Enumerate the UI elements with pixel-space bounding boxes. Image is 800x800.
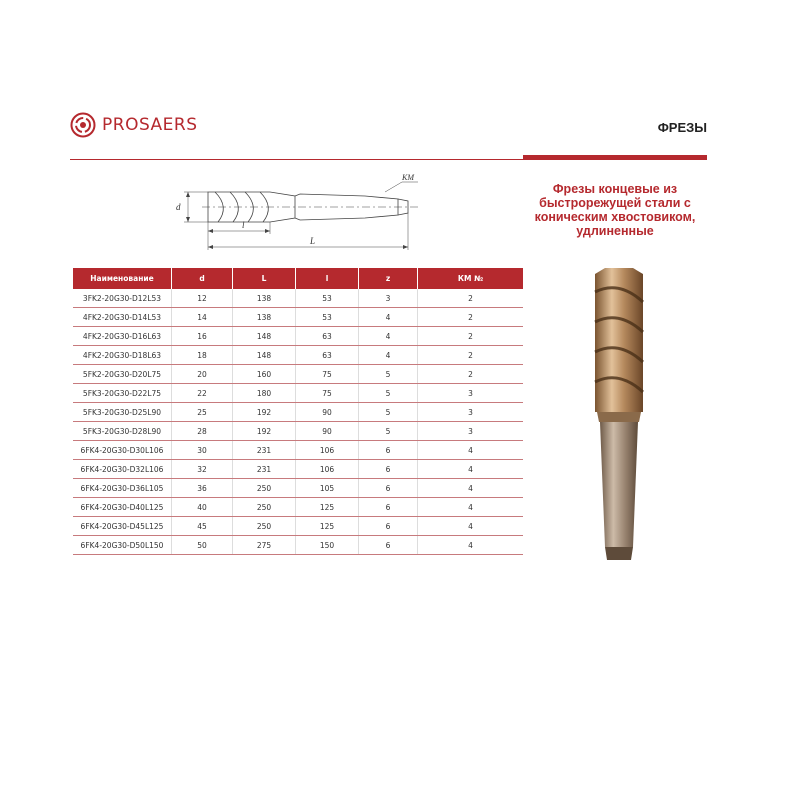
cell-km: 2: [418, 365, 524, 384]
cell-l: 105: [296, 479, 359, 498]
cell-z: 6: [359, 517, 418, 536]
column-header-d: d: [172, 268, 233, 289]
cell-km: 2: [418, 289, 524, 308]
cell-d: 36: [172, 479, 233, 498]
cell-d: 22: [172, 384, 233, 403]
cell-l: 63: [296, 346, 359, 365]
cell-km: 3: [418, 403, 524, 422]
cell-name: 5FK3-20G30-D25L90: [73, 403, 172, 422]
cell-d: 25: [172, 403, 233, 422]
drawing-label-d: d: [176, 202, 181, 212]
column-header-l: l: [296, 268, 359, 289]
cell-d: 45: [172, 517, 233, 536]
cell-km: 3: [418, 384, 524, 403]
column-header-L: L: [233, 268, 296, 289]
cell-km: 4: [418, 536, 524, 555]
cell-L: 275: [233, 536, 296, 555]
cell-z: 4: [359, 346, 418, 365]
table-row: [73, 479, 523, 498]
brand-logo-icon: [70, 112, 96, 138]
drawing-label-L: L: [310, 236, 316, 246]
table-row: [73, 441, 523, 460]
cell-l: 75: [296, 365, 359, 384]
cell-km: 2: [418, 308, 524, 327]
section-title: ФРЕЗЫ: [657, 120, 707, 135]
table-row: [73, 308, 523, 327]
cell-L: 250: [233, 498, 296, 517]
cell-d: 12: [172, 289, 233, 308]
cell-name: 4FK2-20G30-D18L63: [73, 346, 172, 365]
cell-z: 6: [359, 460, 418, 479]
cell-km: 4: [418, 441, 524, 460]
table-row: [73, 536, 523, 555]
table-row: [73, 384, 523, 403]
cell-l: 125: [296, 498, 359, 517]
column-header-z: z: [359, 268, 418, 289]
cell-z: 5: [359, 365, 418, 384]
cell-z: 6: [359, 498, 418, 517]
cell-name: 6FK4-20G30-D50L150: [73, 536, 172, 555]
cell-L: 138: [233, 289, 296, 308]
cell-z: 5: [359, 422, 418, 441]
cell-z: 5: [359, 403, 418, 422]
table-header-row: [73, 268, 523, 289]
table-row: [73, 346, 523, 365]
cell-d: 30: [172, 441, 233, 460]
header-divider: [70, 159, 707, 160]
cell-d: 18: [172, 346, 233, 365]
header-accent-bar: [523, 155, 707, 159]
cell-L: 160: [233, 365, 296, 384]
product-description: Фрезы концевые из быстрорежущей стали с коническим хвостовиком, удлиненные: [534, 182, 696, 238]
cell-d: 16: [172, 327, 233, 346]
cell-name: 6FK4-20G30-D36L105: [73, 479, 172, 498]
cell-L: 148: [233, 346, 296, 365]
cell-name: 4FK2-20G30-D14L53: [73, 308, 172, 327]
cell-z: 5: [359, 384, 418, 403]
brand-logo: [70, 112, 198, 138]
table-row: [73, 460, 523, 479]
cell-d: 14: [172, 308, 233, 327]
cell-z: 6: [359, 536, 418, 555]
cell-L: 250: [233, 517, 296, 536]
cell-name: 6FK4-20G30-D45L125: [73, 517, 172, 536]
cell-z: 6: [359, 441, 418, 460]
cell-L: 148: [233, 327, 296, 346]
cell-L: 138: [233, 308, 296, 327]
cell-L: 231: [233, 441, 296, 460]
cell-km: 2: [418, 346, 524, 365]
cell-km: 2: [418, 327, 524, 346]
cell-name: 6FK4-20G30-D40L125: [73, 498, 172, 517]
column-header-name: Наименование: [73, 268, 172, 289]
cell-L: 180: [233, 384, 296, 403]
cell-l: 63: [296, 327, 359, 346]
table-row: [73, 289, 523, 308]
cell-km: 3: [418, 422, 524, 441]
cell-l: 75: [296, 384, 359, 403]
table-row: [73, 327, 523, 346]
cell-l: 53: [296, 289, 359, 308]
cell-l: 125: [296, 517, 359, 536]
cell-l: 106: [296, 460, 359, 479]
cell-name: 6FK4-20G30-D30L106: [73, 441, 172, 460]
cell-d: 28: [172, 422, 233, 441]
table-row: [73, 498, 523, 517]
cell-L: 192: [233, 403, 296, 422]
table-row: [73, 403, 523, 422]
cell-name: 5FK3-20G30-D28L90: [73, 422, 172, 441]
cell-z: 4: [359, 327, 418, 346]
cell-z: 6: [359, 479, 418, 498]
cell-d: 40: [172, 498, 233, 517]
cell-d: 20: [172, 365, 233, 384]
cell-l: 53: [296, 308, 359, 327]
cell-L: 231: [233, 460, 296, 479]
table-row: [73, 517, 523, 536]
drawing-label-km: KM: [402, 173, 414, 182]
table-row: [73, 422, 523, 441]
cell-l: 90: [296, 422, 359, 441]
cell-name: 4FK2-20G30-D16L63: [73, 327, 172, 346]
cell-name: 6FK4-20G30-D32L106: [73, 460, 172, 479]
table-row: [73, 365, 523, 384]
cell-z: 4: [359, 308, 418, 327]
cell-L: 250: [233, 479, 296, 498]
cell-km: 4: [418, 460, 524, 479]
product-photo: [575, 262, 665, 572]
cell-name: 3FK2-20G30-D12L53: [73, 289, 172, 308]
brand-name: PROSAERS: [102, 115, 198, 135]
cell-name: 5FK3-20G30-D22L75: [73, 384, 172, 403]
cell-km: 4: [418, 498, 524, 517]
technical-drawing: [170, 170, 430, 260]
drawing-label-l: l: [242, 220, 245, 230]
column-header-km: КМ №: [418, 268, 524, 289]
cell-name: 5FK2-20G30-D20L75: [73, 365, 172, 384]
cell-l: 150: [296, 536, 359, 555]
cell-d: 50: [172, 536, 233, 555]
cell-d: 32: [172, 460, 233, 479]
spec-table: [73, 268, 523, 555]
cell-L: 192: [233, 422, 296, 441]
cell-z: 3: [359, 289, 418, 308]
cell-l: 90: [296, 403, 359, 422]
cell-l: 106: [296, 441, 359, 460]
cell-km: 4: [418, 479, 524, 498]
cell-km: 4: [418, 517, 524, 536]
